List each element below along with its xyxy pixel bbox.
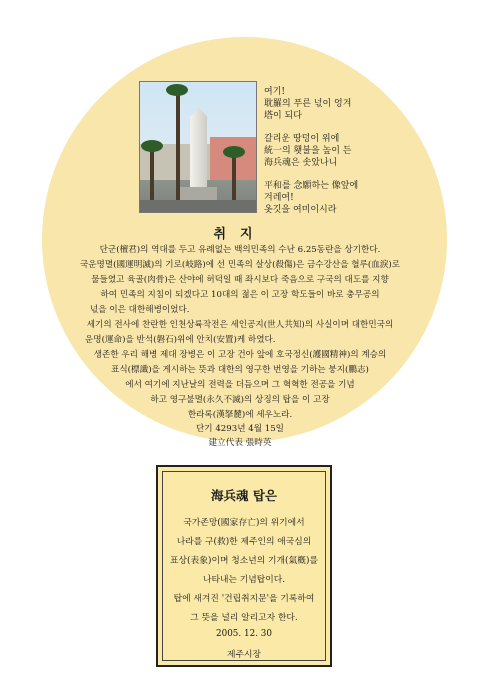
body-line: 한라록(漢拏麓)에 세우노라. bbox=[187, 410, 293, 420]
plaque bbox=[156, 465, 332, 667]
plaque-signature: 제주시장 bbox=[227, 650, 261, 660]
date-line: 단기 4293년 4월 15일 bbox=[196, 424, 284, 434]
body-line: 국운명멸(國運明滅)의 기로(岐路)에 선 민족의 살상(殺傷)은 금수강산을 혈루(血淚)로 bbox=[79, 260, 401, 270]
plaque-line: 국가존망(國家存亡)의 위기에서 bbox=[183, 518, 305, 528]
poem-stanza-1: 여기! 耽羅의 푸른 넋이 엉겨 塔이 되다 bbox=[264, 87, 352, 121]
plaque-line: 탑에 새겨진 '건립취지문'을 기록하여 bbox=[173, 594, 315, 604]
palm-frond bbox=[166, 84, 188, 96]
palm-trunk bbox=[150, 146, 154, 202]
plaque-line: 그 뜻을 널리 알리고자 한다. bbox=[190, 613, 298, 623]
body-line: 생존한 우리 해병 제대 장병은 이 고장 건아 앞에 호국정신(護國精神)의 계승의 bbox=[93, 350, 387, 360]
poem-stanza-3: 平和를 念願하는 像앞에 겨레여! 옷깃을 여미이시라 bbox=[264, 181, 359, 215]
body-line: 물들였고 육골(肉骨)은 산야에 허덕일 때 좌시보다 죽음으로 구국의 대도를 지향 bbox=[91, 275, 389, 285]
body-line: 세기의 전사에 찬란한 인천상륙작전은 세인공지(世人共知)의 사실이며 대한민국의 bbox=[86, 320, 394, 330]
poem-stanza-2: 갈리운 땅덩이 위에 統一의 횃불을 높이 든 海兵魂은 솟았나니 bbox=[264, 134, 352, 168]
body-line: 하여 민족의 지침이 되겠다고 10대의 젊은 이 고장 학도들이 바로 충무공의 bbox=[100, 290, 380, 300]
palm-frond bbox=[223, 146, 245, 158]
body-line: 표식(標識)을 게시하는 뜻과 대한의 영구한 번영을 기하는 붕지(鵬志) bbox=[111, 365, 369, 375]
plaque-line: 나라를 구(救)한 제주인의 애국심의 bbox=[176, 537, 312, 547]
plaque-line: 나타내는 기념탑이다. bbox=[202, 575, 286, 585]
ground bbox=[140, 200, 256, 212]
palm-frond bbox=[141, 140, 163, 152]
monument-photo bbox=[139, 81, 257, 213]
author-line: 建立代表 張時英 bbox=[208, 438, 272, 448]
plaque-date: 2005. 12. 30 bbox=[216, 629, 272, 639]
section-title: 취지 bbox=[213, 227, 267, 242]
body-line: 단군(檀君)의 역대를 두고 유례없는 백의민족의 수난 6.25동란을 상기한다. bbox=[99, 245, 381, 255]
plaque-title: 海兵魂 탑은 bbox=[210, 488, 277, 503]
body-line: 에서 여기에 지난날의 전력을 더듬으며 그 혁혁한 전공을 기념 bbox=[125, 380, 355, 390]
palm-trunk bbox=[232, 152, 236, 202]
body-line: 운명(運命)을 반석(磐石)위에 안치(安置)케 하였다. bbox=[85, 335, 276, 345]
plaque-line: 표상(表象)이며 청소년의 기개(氣槪)를 bbox=[170, 556, 318, 566]
palm-trunk bbox=[176, 90, 180, 202]
body-line: 하고 영구불멸(永久不滅)의 상징의 탑을 이 고장 bbox=[150, 395, 330, 405]
poem bbox=[264, 86, 358, 227]
body-line: 넋을 이은 대한해병이었다. bbox=[90, 305, 190, 315]
